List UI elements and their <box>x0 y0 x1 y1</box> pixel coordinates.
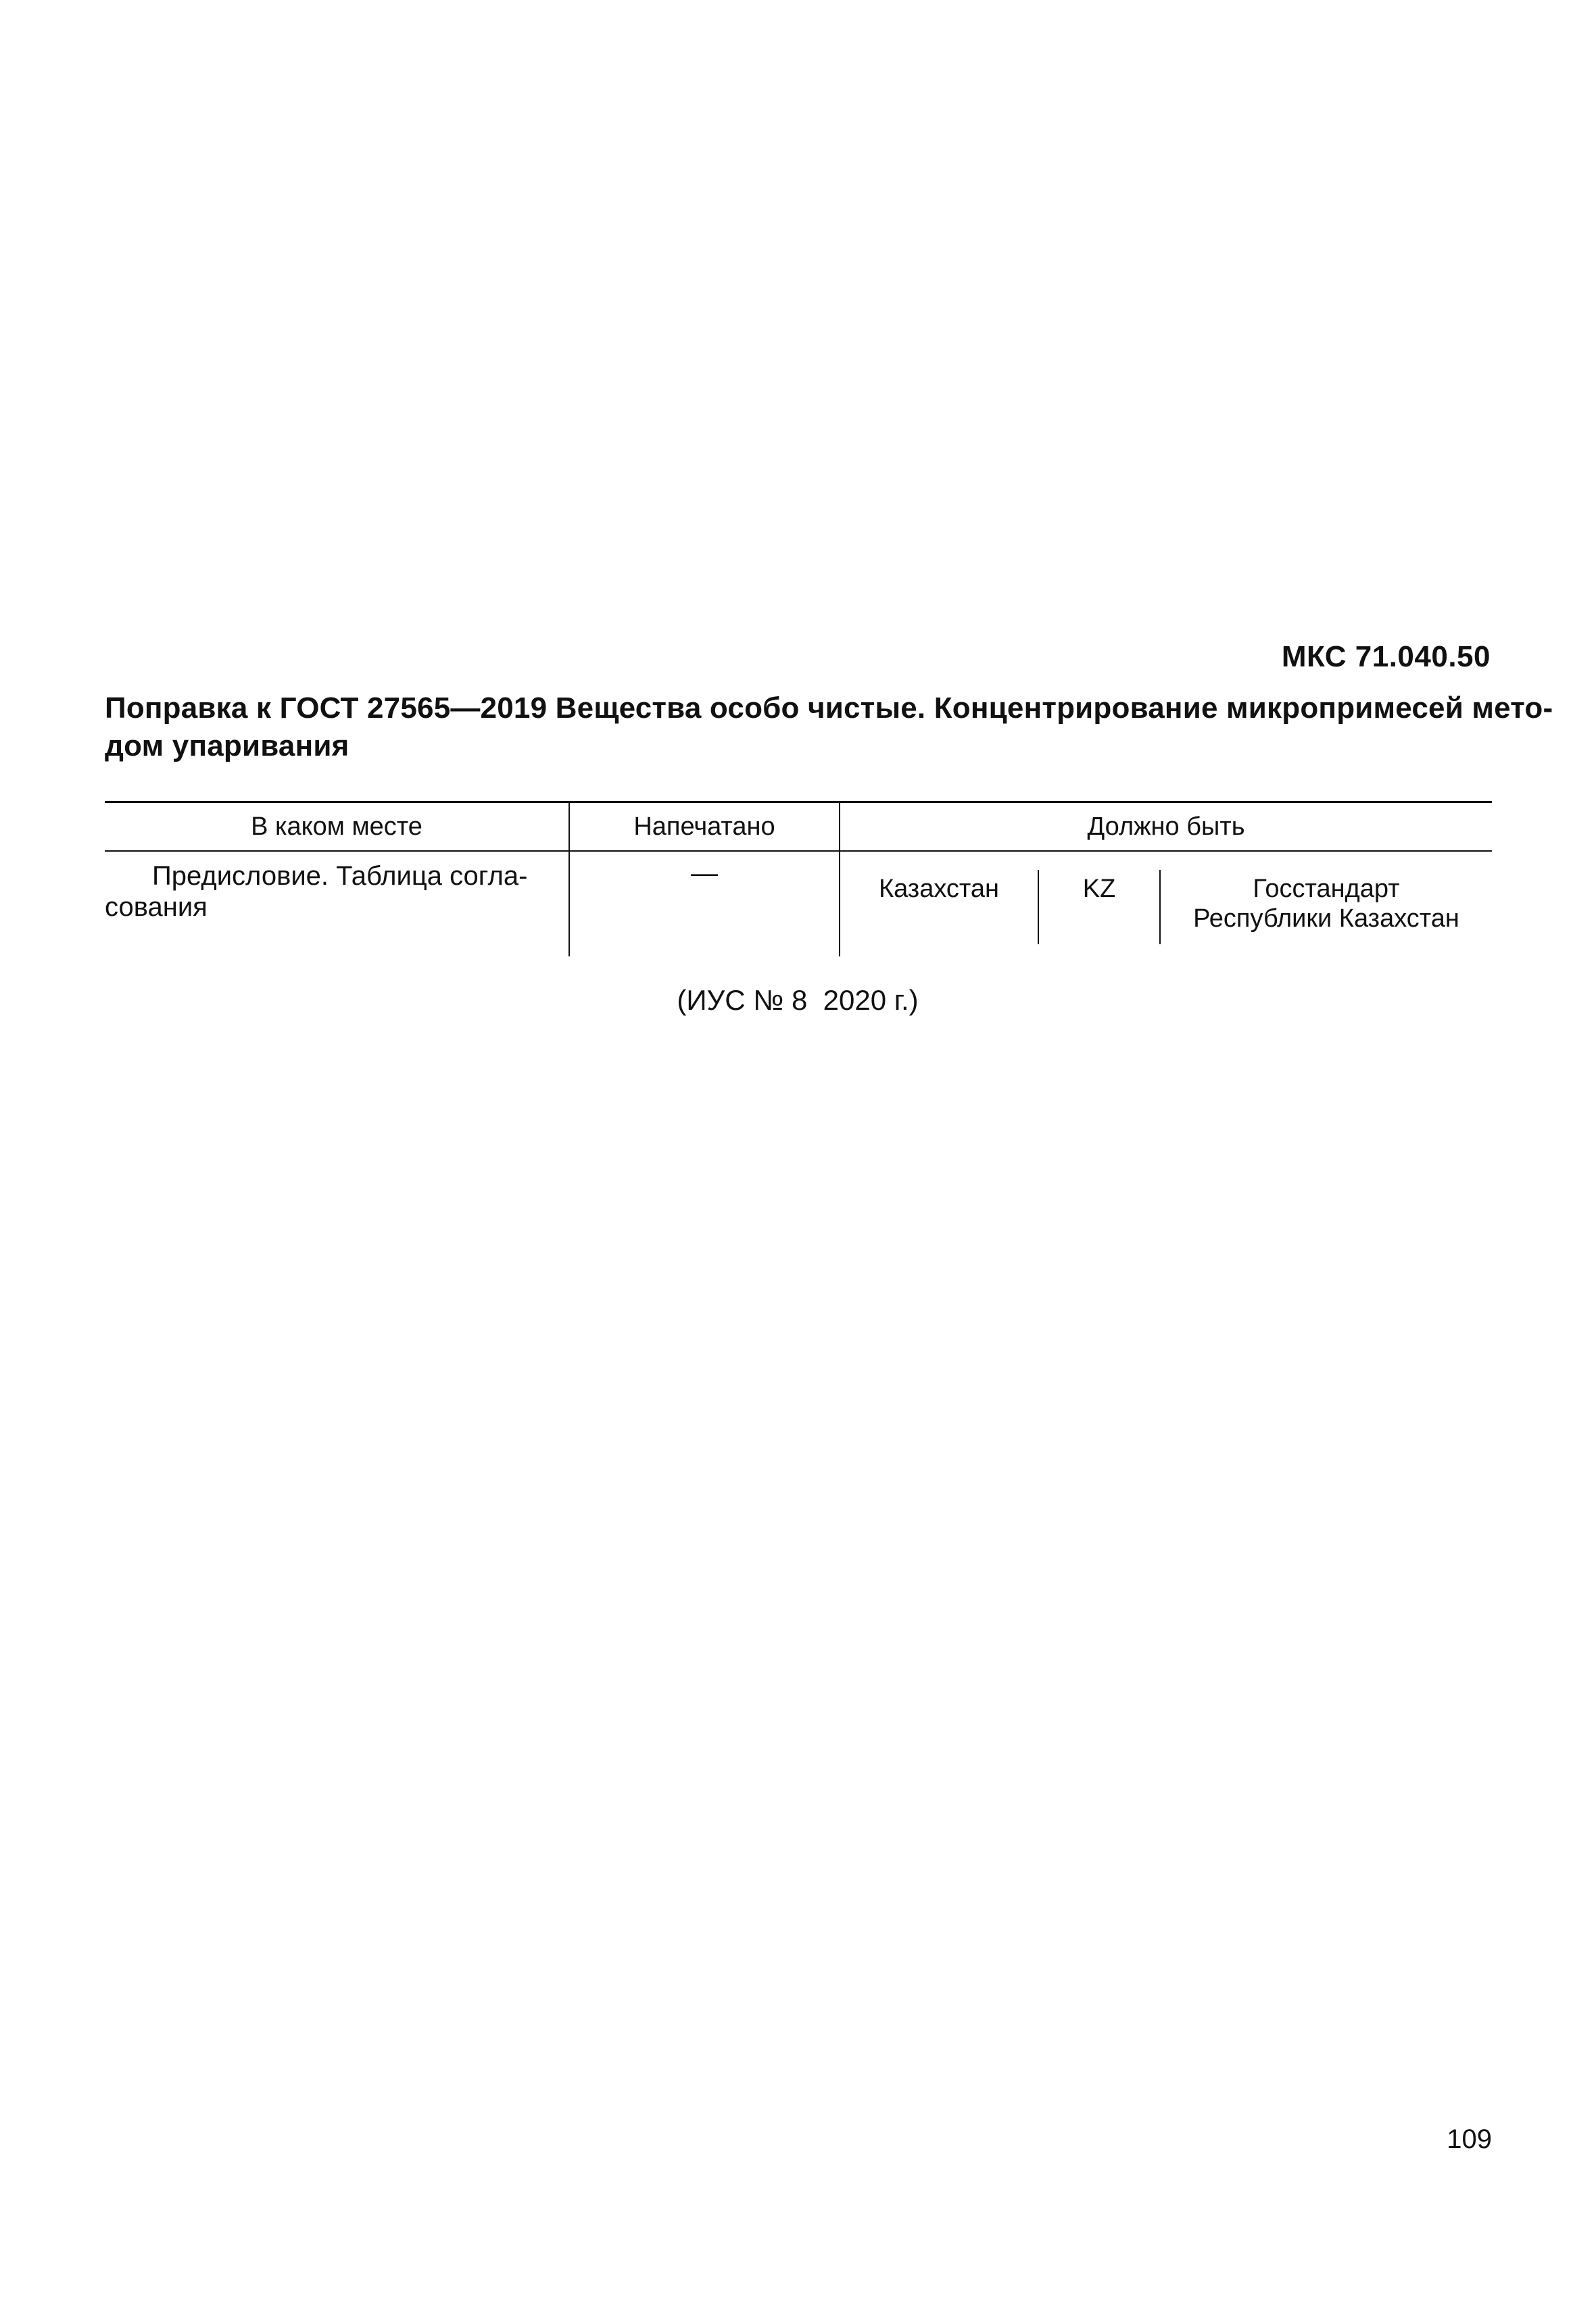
row-country: Казахстан <box>878 875 1000 903</box>
row-place-line-2: сования <box>105 892 208 922</box>
table-header-rule <box>105 850 1492 852</box>
classification-code: МКС 71.040.50 <box>1281 640 1491 673</box>
title-line-1: Поправка к ГОСТ 27565—2019 Вещества особо чистые. Концентрирование микропримесей мето- <box>105 691 1553 725</box>
page-number: 109 <box>1447 2124 1492 2154</box>
row-printed: — <box>691 858 718 888</box>
row-agency <box>1161 874 1492 933</box>
amendment-table <box>105 801 1492 956</box>
table-top-rule <box>105 801 1492 803</box>
row-country-code: KZ <box>1082 875 1116 903</box>
header-should-be: Должно быть <box>1087 812 1245 841</box>
header-printed: Напечатано <box>633 812 775 841</box>
row-place <box>105 860 551 923</box>
row-place-line-1: Предисловие. Таблица согла- <box>152 861 528 891</box>
source-note-text: (ИУС № 8 2020 г.) <box>677 984 919 1016</box>
row-agency-line-2: Республики Казахстан <box>1193 904 1459 933</box>
amendment-title <box>105 689 1553 765</box>
row-agency-line-1: Госстандарт <box>1253 875 1400 903</box>
title-line-2: дом упаривания <box>105 729 349 762</box>
header-place: В каком месте <box>251 812 422 841</box>
source-note <box>629 981 967 1019</box>
